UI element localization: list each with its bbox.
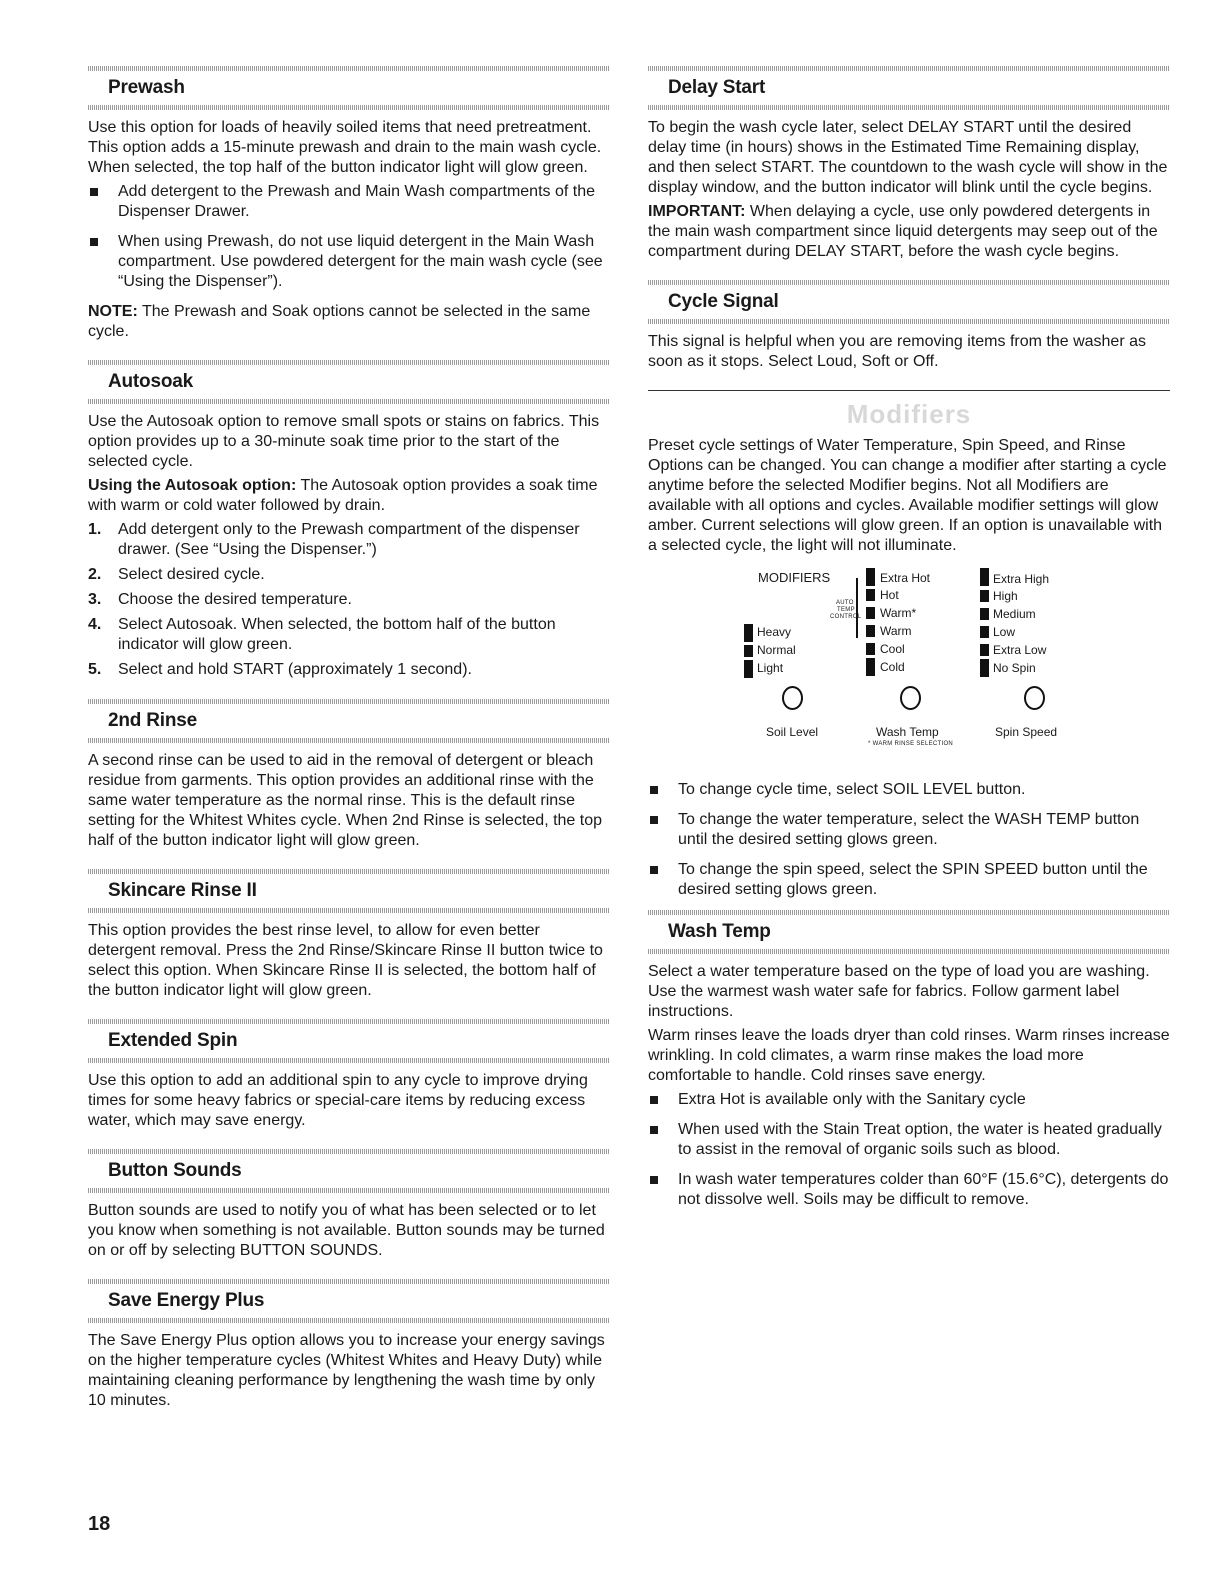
soil-level-heavy-label: Heavy <box>757 625 792 639</box>
step-text: Choose the desired temperature. <box>118 591 352 608</box>
using-text: The Autosoak option provides a soak time with warm or cold water followed by drain. <box>88 477 598 514</box>
list-item <box>88 615 610 655</box>
spin-medium-label: Medium <box>993 607 1036 621</box>
section-header <box>648 66 1170 110</box>
right-column <box>648 66 1170 1220</box>
auto-temp-label: TEMP <box>837 607 855 613</box>
paragraph: Button sounds are used to notify you of what has been selected or to let you know when something is not available. Button sounds may be turned on or off by selecting BUTTON SOUNDS. <box>88 1202 605 1259</box>
important-label: IMPORTANT: <box>648 203 746 220</box>
step-text: Add detergent only to the Prewash compartment of the dispenser drawer. (See “Using the Dispenser.”) <box>118 521 580 558</box>
modifiers-control-panel <box>648 562 1170 772</box>
section-header <box>88 66 610 110</box>
soil-level-button[interactable] <box>782 686 803 710</box>
auto-temp-label: AUTO <box>836 600 854 606</box>
paragraph: The Save Energy Plus option allows you to increase your energy savings on the higher temperature cycles (Whitest Whites and Heavy Duty) while maintaining cleaning performance by lengthening the wash time by only 10 minutes. <box>88 1332 605 1409</box>
bullet-list <box>88 182 610 292</box>
note-label: NOTE: <box>88 303 138 320</box>
bullet-list <box>648 1090 1170 1210</box>
step-number: 3. <box>88 591 102 608</box>
section-title: Prewash <box>108 77 185 98</box>
section-title: Extended Spin <box>108 1030 238 1051</box>
temp-warm-label: Warm <box>880 624 912 638</box>
bullet-list <box>648 780 1170 900</box>
section-title: Skincare Rinse II <box>108 880 257 901</box>
indicator-light <box>866 658 875 676</box>
section-header <box>88 1149 610 1193</box>
spin-low-label: Low <box>993 625 1016 639</box>
temp-warm-rinse-label: Warm* <box>880 606 917 620</box>
list-item <box>88 520 610 560</box>
section-header <box>88 869 610 913</box>
paragraph: A second rinse can be used to aid in the removal of detergent or bleach residue from garments. This option provides an additional rinse with the same water temperature as the normal rinse. This is the default rinse setting for the Whitest Whites cycle. When 2nd Rinse is selected, the top half of the button indicator light will glow green. <box>88 752 603 849</box>
list-item <box>88 565 610 585</box>
spin-no-spin-label: No Spin <box>993 661 1036 675</box>
section-header <box>88 360 610 404</box>
spin-speed-button[interactable] <box>1024 686 1045 710</box>
section-header <box>648 910 1170 954</box>
section-header <box>88 1279 610 1323</box>
step-number: 1. <box>88 521 102 538</box>
indicator-light <box>980 644 989 656</box>
temp-cool-label: Cool <box>880 642 905 656</box>
numbered-list <box>88 520 610 680</box>
soil-level-light-label: Light <box>757 661 784 675</box>
step-text: Select desired cycle. <box>118 566 265 583</box>
paragraph: This option provides the best rinse level, to allow for even better detergent removal. Press the 2nd Rinse/Skincare Rinse II button twice to select this option. When Skincare Rinse II is selected, the bottom half of the button indicator light will glow green. <box>88 922 603 999</box>
list-item <box>88 590 610 610</box>
important-text: When delaying a cycle, use only powdered detergents in the main wash compartment since liquid detergents may seep out of the compartment during DELAY START, before the wash cycle begins. <box>648 203 1158 260</box>
indicator-light <box>866 643 875 655</box>
indicator-light <box>866 607 875 619</box>
list-item: When using Prewash, do not use liquid detergent in the Main Wash compartment. Use powdered detergent for the main wash cycle (see “Using the Dispenser”). <box>88 232 610 292</box>
indicator-light <box>980 568 989 586</box>
wash-temp-section <box>648 910 1170 1210</box>
button-sounds-section <box>88 1149 610 1261</box>
section-header <box>88 699 610 743</box>
indicator-light <box>866 589 875 601</box>
using-label: Using the Autosoak option: <box>88 477 297 494</box>
temp-cold-label: Cold <box>880 660 905 674</box>
indicator-light <box>744 645 753 657</box>
section-title: Delay Start <box>668 77 766 98</box>
paragraph: Use the Autosoak option to remove small spots or stains on fabrics. This option provides up to a 30-minute soak time prior to the start of the selected cycle. <box>88 413 600 470</box>
panel-title: MODIFIERS <box>758 570 831 585</box>
extended-spin-section <box>88 1019 610 1131</box>
bracket-line <box>856 578 858 638</box>
indicator-light <box>744 660 753 678</box>
list-item: Extra Hot is available only with the Sanitary cycle <box>648 1090 1170 1110</box>
second-rinse-section <box>88 699 610 851</box>
step-text: Select Autosoak. When selected, the bottom half of the button indicator will glow green. <box>118 616 556 653</box>
indicator-light <box>744 624 753 642</box>
temp-hot-label: Hot <box>880 588 899 602</box>
section-title: 2nd Rinse <box>108 710 197 731</box>
indicator-light <box>980 608 989 620</box>
soil-level-button-label: Soil Level <box>766 725 819 739</box>
indicator-light <box>980 659 989 677</box>
temp-extra-hot-label: Extra Hot <box>880 571 931 585</box>
paragraph: This signal is helpful when you are removing items from the washer as soon as it stops. Select Loud, Soft or Off. <box>648 333 1146 370</box>
paragraph: Preset cycle settings of Water Temperature, Spin Speed, and Rinse Options can be changed. You can change a modifier after starting a cycle anytime before the selected Modifier begins. Not all Modifiers are available with all options and cycles. Available modifier settings will glow amber. Current selections will glow green. If an option is unavailable with a selected cycle, the light will not illuminate. <box>648 437 1167 554</box>
paragraph: Warm rinses leave the loads dryer than cold rinses. Warm rinses increase wrinkling. In cold climates, a warm rinse makes the load more comfortable to handle. Cold rinses save energy. <box>648 1027 1170 1084</box>
note-paragraph <box>88 302 610 342</box>
spin-speed-button-label: Spin Speed <box>995 725 1058 739</box>
auto-temp-label: CONTROL <box>830 614 862 620</box>
indicator-light <box>980 626 989 638</box>
paragraph: To begin the wash cycle later, select DELAY START until the desired delay time (in hours) shows in the Estimated Time Remaining display, and then select START. The countdown to the wash cycle will show in the display window, and the button indicator will blink until the cycle begins. <box>648 119 1168 196</box>
spin-high-label: High <box>993 589 1018 603</box>
list-item <box>88 660 610 680</box>
wash-temp-button[interactable] <box>900 686 921 710</box>
spin-extra-low-label: Extra Low <box>993 643 1047 657</box>
indicator-light <box>980 590 989 602</box>
skincare-rinse-section <box>88 869 610 1001</box>
step-number: 2. <box>88 566 102 583</box>
list-item: To change the water temperature, select the WASH TEMP button until the desired setting glows green. <box>648 810 1170 850</box>
list-item: Add detergent to the Prewash and Main Wash compartments of the Dispenser Drawer. <box>88 182 610 222</box>
list-item: To change cycle time, select SOIL LEVEL button. <box>648 780 1170 800</box>
divider <box>648 390 1170 391</box>
using-paragraph <box>88 476 610 516</box>
paragraph: Use this option to add an additional spin to any cycle to improve drying times for some heavy fabrics or special-care items by reducing excess water, which may save energy. <box>88 1072 588 1129</box>
warm-rinse-footnote: * WARM RINSE SELECTION <box>868 741 954 747</box>
page-number: 18 <box>88 1513 111 1535</box>
wash-temp-button-label: Wash Temp <box>876 725 939 739</box>
prewash-section <box>88 66 610 342</box>
section-header <box>88 1019 610 1063</box>
modifiers-heading: Modifiers <box>846 399 972 429</box>
step-text: Select and hold START (approximately 1 second). <box>118 661 472 678</box>
list-item: When used with the Stain Treat option, the water is heated gradually to assist in the removal of organic soils such as blood. <box>648 1120 1170 1160</box>
spin-extra-high-label: Extra High <box>993 572 1050 586</box>
section-title: Wash Temp <box>668 921 771 942</box>
save-energy-plus-section <box>88 1279 610 1411</box>
list-item: To change the spin speed, select the SPIN SPEED button until the desired setting glows green. <box>648 860 1170 900</box>
cycle-signal-section <box>648 280 1170 372</box>
section-title: Button Sounds <box>108 1160 242 1181</box>
paragraph: Select a water temperature based on the type of load you are washing. Use the warmest wash water safe for fabrics. Follow garment label instructions. <box>648 963 1150 1020</box>
section-title: Save Energy Plus <box>108 1290 265 1311</box>
modifiers-section <box>648 399 1170 900</box>
delay-start-section <box>648 66 1170 262</box>
section-title: Autosoak <box>108 371 193 392</box>
indicator-light <box>866 568 875 586</box>
important-paragraph <box>648 202 1170 262</box>
soil-level-normal-label: Normal <box>757 643 796 657</box>
note-text: The Prewash and Soak options cannot be selected in the same cycle. <box>88 303 591 340</box>
autosoak-section <box>88 360 610 680</box>
step-number: 5. <box>88 661 102 678</box>
indicator-light <box>866 625 875 637</box>
paragraph: Use this option for loads of heavily soiled items that need pretreatment. This option adds a 15-minute prewash and drain to the main wash cycle. When selected, the top half of the button indicator light will glow green. <box>88 119 602 176</box>
section-header <box>648 280 1170 324</box>
step-number: 4. <box>88 616 102 633</box>
section-title: Cycle Signal <box>668 291 779 312</box>
left-column <box>88 66 610 1415</box>
list-item: In wash water temperatures colder than 60°F (15.6°C), detergents do not dissolve well. Soils may be difficult to remove. <box>648 1170 1170 1210</box>
